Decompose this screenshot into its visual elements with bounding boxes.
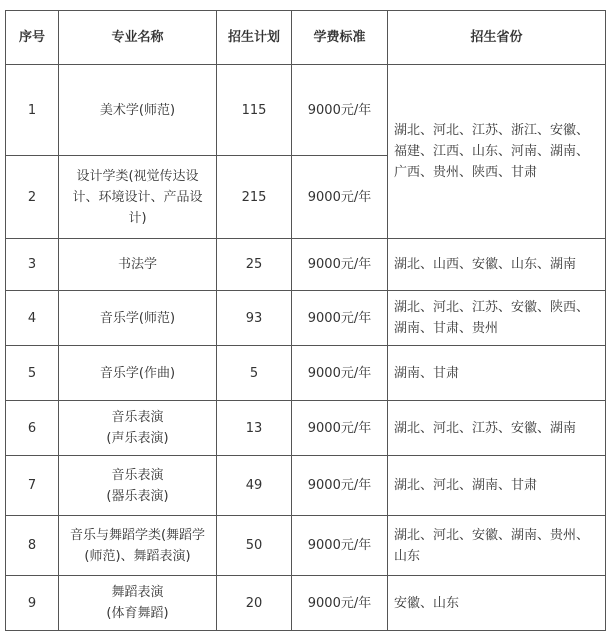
cell-serial: 2 (6, 156, 59, 239)
cell-major: 音乐学(师范) (59, 291, 217, 346)
cell-provinces: 湖北、河北、江苏、安徽、陕西、湖南、甘肃、贵州 (388, 291, 606, 346)
cell-fee: 9000元/年 (292, 65, 388, 156)
cell-provinces-merged: 湖北、河北、江苏、浙江、安徽、福建、江西、山东、河南、湖南、广西、贵州、陕西、甘肃 (388, 65, 606, 239)
cell-plan: 5 (217, 346, 292, 401)
header-major-name: 专业名称 (59, 11, 217, 65)
cell-provinces: 安徽、山东 (388, 576, 606, 631)
cell-fee: 9000元/年 (292, 456, 388, 516)
cell-major: 音乐表演 (器乐表演) (59, 456, 217, 516)
cell-provinces: 湖北、河北、安徽、湖南、贵州、山东 (388, 516, 606, 576)
cell-plan: 25 (217, 239, 292, 291)
cell-fee: 9000元/年 (292, 291, 388, 346)
cell-serial: 7 (6, 456, 59, 516)
cell-major: 设计学类(视觉传达设计、环境设计、产品设计) (59, 156, 217, 239)
table-row (6, 291, 606, 346)
cell-serial: 4 (6, 291, 59, 346)
table-row (6, 239, 606, 291)
cell-plan: 115 (217, 65, 292, 156)
cell-major: 书法学 (59, 239, 217, 291)
cell-plan: 215 (217, 156, 292, 239)
cell-provinces: 湖北、河北、江苏、安徽、湖南 (388, 401, 606, 456)
cell-plan: 13 (217, 401, 292, 456)
table-row (6, 401, 606, 456)
cell-fee: 9000元/年 (292, 516, 388, 576)
cell-major: 音乐与舞蹈学类(舞蹈学(师范)、舞蹈表演) (59, 516, 217, 576)
cell-serial: 8 (6, 516, 59, 576)
cell-fee: 9000元/年 (292, 576, 388, 631)
cell-serial: 9 (6, 576, 59, 631)
cell-major: 舞蹈表演 (体育舞蹈) (59, 576, 217, 631)
cell-plan: 50 (217, 516, 292, 576)
cell-serial: 5 (6, 346, 59, 401)
header-tuition: 学费标准 (292, 11, 388, 65)
cell-serial: 3 (6, 239, 59, 291)
cell-plan: 93 (217, 291, 292, 346)
cell-plan: 20 (217, 576, 292, 631)
table-row (6, 65, 606, 156)
cell-serial: 6 (6, 401, 59, 456)
cell-fee: 9000元/年 (292, 239, 388, 291)
cell-provinces: 湖南、甘肃 (388, 346, 606, 401)
cell-major: 音乐表演 (声乐表演) (59, 401, 217, 456)
cell-fee: 9000元/年 (292, 156, 388, 239)
table-row (6, 456, 606, 516)
cell-major: 音乐学(作曲) (59, 346, 217, 401)
cell-major: 美术学(师范) (59, 65, 217, 156)
header-serial-number: 序号 (6, 11, 59, 65)
header-enrollment-plan: 招生计划 (217, 11, 292, 65)
cell-fee: 9000元/年 (292, 401, 388, 456)
table-row (6, 576, 606, 631)
table-row (6, 346, 606, 401)
cell-plan: 49 (217, 456, 292, 516)
enrollment-plan-table (5, 10, 606, 631)
cell-provinces: 湖北、河北、湖南、甘肃 (388, 456, 606, 516)
header-row (6, 11, 606, 65)
cell-serial: 1 (6, 65, 59, 156)
table-row (6, 516, 606, 576)
cell-provinces: 湖北、山西、安徽、山东、湖南 (388, 239, 606, 291)
header-provinces: 招生省份 (388, 11, 606, 65)
cell-fee: 9000元/年 (292, 346, 388, 401)
